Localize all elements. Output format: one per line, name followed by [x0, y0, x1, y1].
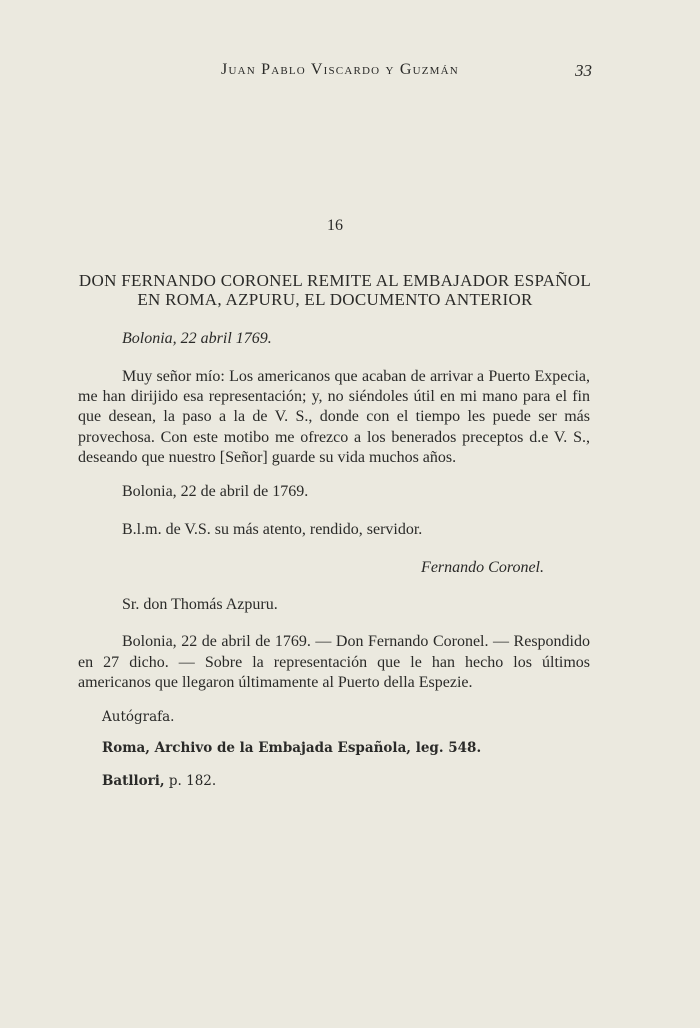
closing-date: Bolonia, 22 de abril de 1769.: [122, 483, 309, 500]
document-title-line-1: DON FERNANDO CORONEL REMITE AL EMBAJADOR ESPAÑOL: [78, 271, 592, 290]
source-type: Autógrafa.: [102, 709, 175, 725]
page-number: 33: [575, 61, 592, 80]
signature: Fernando Coronel.: [421, 559, 544, 576]
document-title-line-2: EN ROMA, AZPURU, EL DOCUMENTO ANTERIOR: [137, 290, 533, 309]
reference-author: Batllori,: [102, 773, 165, 789]
reference-page: p. 182.: [164, 773, 217, 789]
source-archive: Roma, Archivo de la Embajada Española, leg. 548.: [102, 740, 482, 756]
letter-body: Muy señor mío: Los americanos que acaban de arrivar a Puerto Expecia, me han dirijido esa representación; y, no siéndoles útil en mi mano para el fin que desean, la paso a la de V. S., donde con el tiempo les puede ser más provechosa. Con este motibo me ofrezco a los benerados preceptos d.e V. S., deseando que nuestro [Señor] guarde su vida muchos años.: [78, 368, 590, 466]
archival-note: Bolonia, 22 de abril de 1769. — Don Fernando Coronel. — Respondido en 27 dicho. — Sobre la representación que le han hecho los últimos americanos que llegaron últimamente al Puerto della Espezie.: [78, 633, 590, 691]
page-header: [0, 61, 700, 85]
addressee: Sr. don Thomás Azpuru.: [122, 596, 278, 613]
source-reference: [102, 773, 216, 789]
salutation: B.l.m. de V.S. su más atento, rendido, servidor.: [122, 521, 423, 538]
document-title: [40, 271, 630, 309]
running-head: Juan Pablo Viscardo y Guzmán: [221, 61, 459, 78]
place-date: Bolonia, 22 abril 1769.: [122, 330, 272, 347]
document-number: 16: [327, 217, 343, 234]
